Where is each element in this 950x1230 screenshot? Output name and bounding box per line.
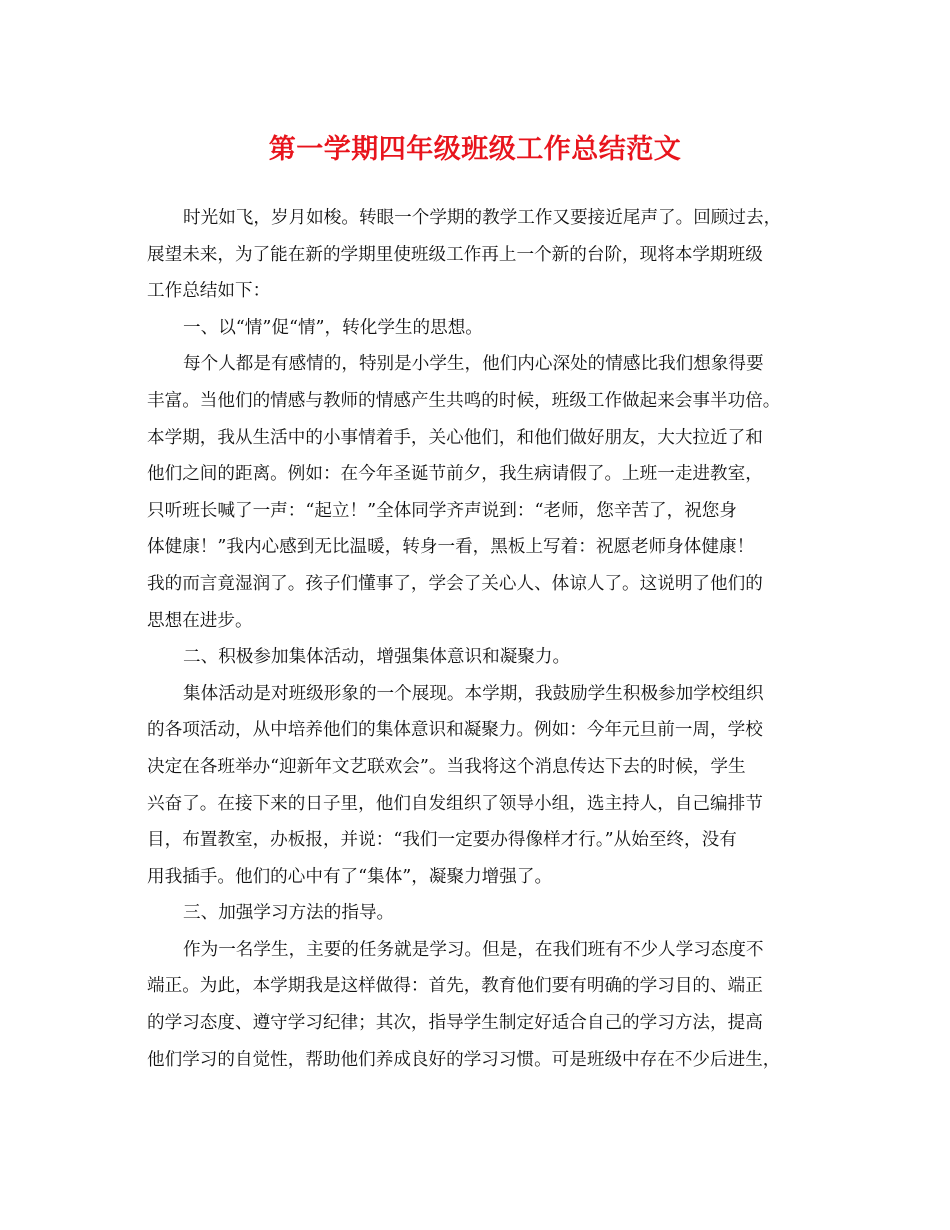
- paragraph-line: 本学期，我从生活中的小事情着手，关心他们，和他们做好朋友，大大拉近了和: [147, 427, 763, 448]
- paragraph-line: 只听班长喊了一声：“起立！”全体同学齐声说到：“老师，您辛苦了，祝您身: [147, 500, 737, 521]
- paragraph-line: 的学习态度、遵守学习纪律；其次，指导学生制定好适合自己的学习方法，提高: [147, 1013, 763, 1034]
- paragraph-line: 作为一名学生，主要的任务就是学习。但是，在我们班有不少人学习态度不: [183, 939, 764, 960]
- paragraph-line: 集体活动是对班级形象的一个展现。本学期，我鼓励学生积极参加学校组织: [183, 683, 764, 704]
- section-heading: 二、积极参加集体活动，增强集体意识和凝聚力。: [183, 647, 571, 668]
- paragraph-line: 展望未来，为了能在新的学期里使班级工作再上一个新的台阶，现将本学期班级: [147, 244, 763, 265]
- paragraph-line: 端正。为此，本学期我是这样做得：首先，教育他们要有明确的学习目的、端正: [147, 976, 763, 997]
- paragraph-line: 体健康！”我内心感到无比温暖，转身一看，黑板上写着：祝愿老师身体健康！: [147, 537, 755, 558]
- paragraph-line: 他们之间的距离。例如：在今年圣诞节前夕，我生病请假了。上班一走进教室，: [147, 464, 763, 485]
- document-body: [147, 200, 807, 1078]
- paragraph-line: 工作总结如下：: [147, 281, 271, 302]
- section-heading: 三、加强学习方法的指导。: [183, 903, 395, 924]
- paragraph-line: 决定在各班举办“迎新年文艺联欢会”。当我将这个消息传达下去的时候，学生: [147, 756, 746, 777]
- document-title: 第一学期四年级班级工作总结范文: [268, 134, 682, 165]
- paragraph-line: 时光如飞，岁月如梭。转眼一个学期的教学工作又要接近尾声了。回顾过去，: [183, 208, 782, 228]
- section-heading: 一、以“情”促“情”，转化学生的思想。: [183, 317, 483, 338]
- paragraph-line: 丰富。当他们的情感与教师的情感产生共鸣的时候，班级工作做起来会事半功倍。: [147, 390, 781, 411]
- paragraph-line: 兴奋了。在接下来的日子里，他们自发组织了领导小组，选主持人，自己编排节: [147, 793, 763, 814]
- paragraph-line: 的各项活动，从中培养他们的集体意识和凝聚力。例如：今年元旦前一周，学校: [147, 720, 763, 741]
- paragraph-line: 我的而言竟湿润了。孩子们懂事了，学会了关心人、体谅人了。这说明了他们的: [147, 573, 763, 594]
- paragraph-line: 每个人都是有感情的，特别是小学生，他们内心深处的情感比我们想象得要: [183, 354, 764, 375]
- paragraph-line: 用我插手。他们的心中有了“集体”，凝聚力增强了。: [147, 866, 553, 887]
- paragraph-line: 思想在进步。: [147, 610, 253, 631]
- paragraph-line: 他们学习的自觉性，帮助他们养成良好的学习习惯。可是班级中存在不少后进生，: [147, 1049, 781, 1070]
- paragraph-line: 目，布置教室，办板报，并说：“我们一定要办得像样才行。”从始至终，没有: [147, 830, 737, 851]
